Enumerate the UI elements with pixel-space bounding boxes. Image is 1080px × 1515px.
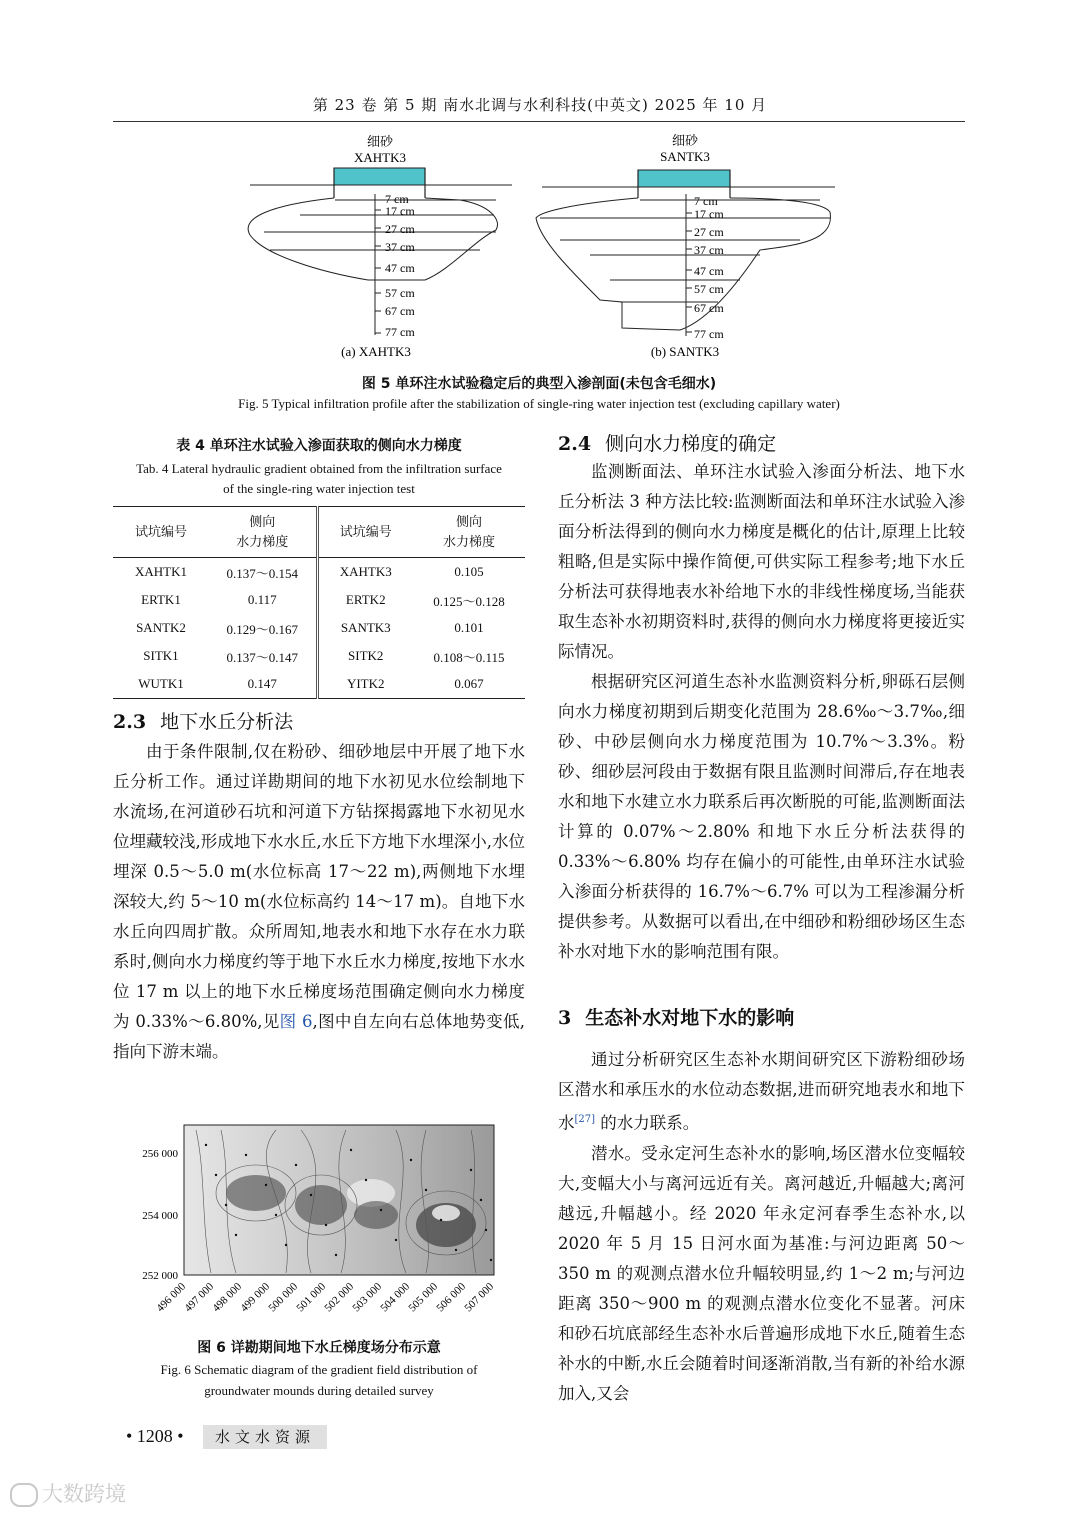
table-cell: 0.105	[454, 564, 484, 579]
figure-5-caption-cn: 图 5 单环注水试验稳定后的典型入渗剖面(未包含毛细水)	[361, 376, 717, 392]
figure-6-caption-en	[113, 1359, 525, 1401]
table-row	[113, 642, 525, 670]
fig5b-depth-label: 57 cm	[694, 282, 724, 296]
fig5a-depth-label: 47 cm	[385, 261, 415, 275]
fig5b-code-label: SANTK3	[660, 149, 710, 164]
table-cell: 0.067	[454, 676, 484, 691]
figure-6-link[interactable]: 图 6	[279, 1012, 313, 1031]
fig5a-code-label: XAHTK3	[354, 150, 406, 165]
fig6-x-tick-label: 506 000	[434, 1280, 469, 1315]
section-title: 生态补水对地下水的影响	[585, 1007, 795, 1029]
fig6-x-tick-label: 497 000	[182, 1280, 217, 1315]
fig5b-depth-label: 37 cm	[694, 243, 724, 257]
fig5b-caption: (b) SANTK3	[650, 344, 720, 359]
fig6-x-tick-label: 505 000	[406, 1280, 441, 1315]
fig5a-soil-label: 细砂	[366, 134, 394, 149]
table-cell: 0.137～0.154	[209, 558, 317, 587]
table-cell: SITK1	[143, 648, 179, 663]
fig6-x-tick-label: 502 000	[322, 1280, 357, 1315]
fig5b-depth-label: 67 cm	[694, 301, 724, 315]
fig5a-infiltration-profile	[248, 198, 497, 280]
table-cell: XAHTK1	[135, 564, 187, 579]
table-cell: WUTK1	[138, 676, 184, 691]
col-header-pit: 试坑编号	[134, 524, 187, 539]
table-row	[113, 614, 525, 642]
watermark-logo-icon	[10, 1483, 38, 1507]
page-number: • 1208 •	[126, 1426, 184, 1446]
table-4-caption-en-line2: of the single-ring water injection test	[223, 481, 415, 496]
fig6-y-tick-label: 256 000	[142, 1148, 178, 1160]
fig6-x-tick-label: 504 000	[378, 1280, 413, 1315]
table-4-caption-en	[113, 459, 525, 499]
col-header-gradient: 侧向 水力梯度	[209, 507, 317, 558]
fig5a-depth-label: 67 cm	[385, 304, 415, 318]
section-2-4-heading	[558, 429, 776, 456]
table-4-caption-en-line1: Tab. 4 Lateral hydraulic gradient obtained from the infiltration surface	[136, 461, 502, 476]
figure-6-caption-en-line1: Fig. 6 Schematic diagram of the gradient field distribution of	[160, 1362, 478, 1377]
fig5b-depth-ticks	[686, 200, 692, 332]
fig6-x-ticks	[154, 1280, 496, 1314]
section-title: 地下水丘分析法	[160, 711, 294, 733]
fig5a-depth-label: 7 cm	[385, 192, 409, 206]
fig5b-depth-label: 47 cm	[694, 264, 724, 278]
paragraph: 由于条件限制,仅在粉砂、细砂地层中开展了地下水丘分析工作。通过详勘期间的地下水初见水位绘制地下水流场,在河道砂石坑和河道下方钻探揭露地下水初见水位埋藏较浅,形成地下水水丘,水丘下方地下水埋深小,水位埋深 0.5～5.0 m(水位标高 17～22 m),两侧地下水埋深较大,约 5～10 m(水位标高约 14～17 m)。自地下水水丘向四周扩散。众所周知,地表水和地下水存在水力联系时,侧向水力梯度约等于地下水丘水力梯度,按地下水水位 17 m 以上的地下水丘梯度场范围确定侧向水力梯度为 0.33%～6.80%,见图 6,图中自左向右总体地势变低,指向下游末端。	[113, 742, 525, 1061]
table-header-row	[113, 507, 525, 558]
section-3-body	[558, 1045, 965, 1409]
fig5a-caption: (a) XAHTK3	[341, 344, 411, 359]
section-2-3-heading	[113, 707, 293, 734]
paragraph: 根据研究区河道生态补水监测资料分析,卵砾石层侧向水力梯度初期到后期变化范围为 28.6‰～3.7‰,细砂、中砂层侧向水力梯度范围为 10.7%～3.3%。粉砂、细砂层河段由于数据有限且监测时间滞后,存在地表水和地下水建立水力联系后再次断脱的可能,监测断面法计算的 0.07%～2.80% 和地下水丘分析法获得的 0.33%～6.80% 均存在偏小的可能性,由单环注水试验入渗面分析获得的 16.7%～6.7% 可以为工程渗漏分析提供参考。从数据可以看出,在中细砂和粉细砂场区生态补水对地下水的影响范围有限。	[558, 672, 965, 961]
fig5-panel-b	[536, 133, 835, 359]
watermark-text: 大数跨境	[42, 1482, 126, 1506]
section-number: 3	[558, 1007, 572, 1029]
section-number: 2.4	[558, 433, 592, 455]
figure-6-caption-cn: 图 6 详勘期间地下水丘梯度场分布示意	[197, 1340, 441, 1356]
fig5a-water-ring	[334, 168, 425, 185]
col-header-pit: 试坑编号	[339, 524, 392, 539]
figure-6	[126, 1115, 511, 1327]
running-header: 第 23 卷 第 5 期 南水北调与水利科技(中英文) 2025 年 10 月	[312, 96, 768, 114]
table-cell: 0.137～0.147	[209, 642, 317, 670]
fig6-x-tick-label: 499 000	[238, 1280, 273, 1315]
table-row	[113, 670, 525, 699]
paragraph: 潜水。受永定河生态补水的影响,场区潜水位变幅较大,变幅大小与离河远近有关。离河越近,升幅越大;离河越远,升幅越小。经 2020 年永定河春季生态补水,以 2020 年 5 月 15 日河水面为基准:与河边距离 50～350 m 的观测点潜水位升幅较明显,约 1～2 m;与河边距离 350～900 m 的观测点潜水位变化不显著。河床和砂石坑底部经生态补水后普遍形成地下水丘,随着生态补水的中断,水丘会随着时间逐渐消散,当有新的补给水源加入,又会	[558, 1143, 965, 1403]
fig6-x-tick-label: 501 000	[294, 1280, 329, 1315]
table-cell: XAHTK3	[339, 564, 392, 579]
table-cell: 0.147	[209, 670, 317, 699]
figure-5-caption-en: Fig. 5 Typical infiltration profile after the stabilization of single-ring water injection test (excluding capillary water)	[238, 396, 840, 411]
table-cell: 0.125～0.128	[433, 593, 505, 609]
section-2-3-body	[113, 737, 525, 1067]
fig5b-depth-label: 27 cm	[694, 225, 724, 239]
fig5b-water-ring	[638, 170, 730, 187]
section-2-4-body	[558, 457, 965, 967]
fig6-x-tick-label: 500 000	[266, 1280, 301, 1315]
fig6-x-tick-label: 498 000	[210, 1280, 245, 1315]
fig5a-depth-label: 27 cm	[385, 222, 415, 236]
fig5b-depth-label: 7 cm	[694, 194, 718, 208]
table-cell: SANTK2	[136, 620, 186, 635]
fig5a-depth-label: 17 cm	[385, 204, 415, 218]
fig6-x-tick-label: 503 000	[350, 1280, 385, 1315]
table-row	[113, 586, 525, 614]
table-cell: YITK2	[346, 676, 385, 691]
table-cell: SANTK3	[340, 620, 391, 635]
table-cell: 0.108～0.115	[433, 649, 505, 665]
table-cell: 0.101	[454, 620, 484, 635]
figure-6-caption-en-line2: groundwater mounds during detailed survey	[204, 1383, 434, 1398]
table-cell: 0.117	[209, 586, 317, 614]
paragraph: 监测断面法、单环注水试验入渗面分析法、地下水丘分析法 3 种方法比较:监测断面法和单环注水试验入渗面分析法得到的侧向水力梯度是概化的估计,原理上比较粗略,但是实际中操作简便,可供实际工程参考;地下水丘分析法可获得地表水补给地下水的非线性梯度场,当能获取生态补水初期资料时,获得的侧向水力梯度将更接近实际情况。	[558, 462, 965, 661]
paragraph: 通过分析研究区生态补水期间研究区下游粉细砂场区潜水和承压水的水位动态数据,进而研究地表水和地下水[27] 的水力联系。	[558, 1050, 965, 1133]
fig5a-depth-label: 57 cm	[385, 286, 415, 300]
table-cell: SITK2	[348, 648, 384, 663]
fig5a-depth-label: 37 cm	[385, 240, 415, 254]
fig5b-soil-label: 细砂	[671, 133, 699, 148]
fig6-y-tick-label: 252 000	[142, 1270, 178, 1282]
fig5a-depth-label: 77 cm	[385, 325, 415, 339]
citation-link[interactable]: [27]	[574, 1114, 596, 1125]
fig5b-depth-label: 77 cm	[694, 327, 724, 341]
col-header-gradient: 侧向 水力梯度	[442, 514, 495, 549]
header-rule	[113, 121, 965, 122]
fig5b-depth-label: 17 cm	[694, 207, 724, 221]
table-row	[113, 558, 525, 587]
fig6-y-tick-label: 254 000	[142, 1210, 178, 1222]
section-3-heading	[558, 1003, 794, 1030]
table-4-caption-cn: 表 4 单环注水试验入渗面获取的侧向水力梯度	[176, 438, 462, 454]
table-cell: 0.129～0.167	[209, 614, 317, 642]
fig6-x-tick-label: 496 000	[154, 1280, 189, 1315]
table-4	[113, 506, 525, 699]
fig6-x-tick-label: 507 000	[462, 1280, 497, 1315]
journal-section-label: 水文水资源	[203, 1425, 327, 1449]
watermark	[10, 1478, 126, 1508]
table-cell: ERTK2	[345, 592, 386, 607]
section-title: 侧向水力梯度的确定	[605, 433, 777, 455]
fig5a-depth-ticks	[375, 200, 381, 333]
fig5-panel-a	[248, 134, 512, 359]
table-cell: ERTK1	[141, 592, 181, 607]
section-number: 2.3	[113, 711, 147, 733]
figure-5	[240, 130, 840, 372]
